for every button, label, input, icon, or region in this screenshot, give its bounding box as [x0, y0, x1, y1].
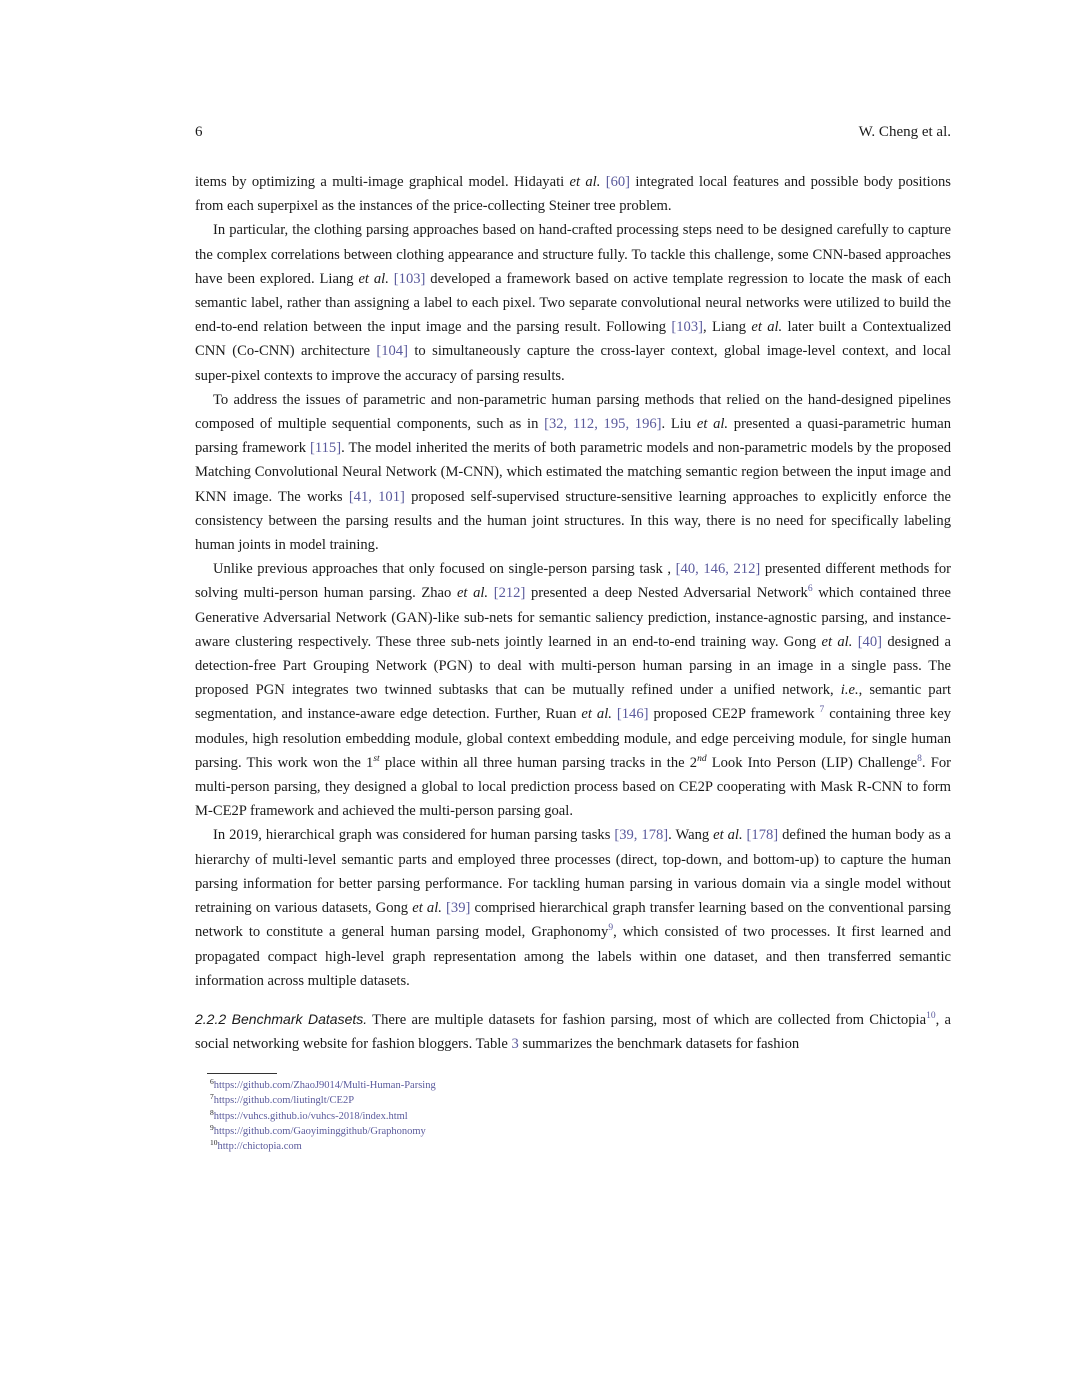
citation-link[interactable]: [146]	[616, 706, 649, 723]
footnote-marker[interactable]: 6	[807, 584, 813, 595]
footnote: $^9$https://github.com/Gaoyiminggithub/Graphonomy	[210, 1122, 426, 1137]
footnotes	[210, 1078, 810, 1154]
footnote-url[interactable]: https://github.com/Gaoyiminggithub/Graphonomy	[213, 1125, 426, 1137]
page-number: 6	[195, 124, 203, 140]
body-text	[195, 170, 951, 1056]
citation-link[interactable]: [40, 146, 212]	[675, 561, 761, 578]
citation-link[interactable]: [178]	[746, 827, 779, 844]
paragraph-5: In 2019, hierarchical graph was considered for human parsing tasks [39, 178]. Wang et al. [178] defined the human body as a hierarchy of multi-level semantic parts and employed three processes (direct, top-down, and bottom-up) to capture the human parsing information for better parsing performance. For tackling human parsing in various domain via a single model without retraining on various datasets, Gong et al. [39] comprised hierarchical graph transfer learning based on the conventional parsing network to constitute a general human parsing model, Graphonomy$^9$, which consisted of two processes. It first learned and propagated compact high-level graph representation among the labels within one dataset, and then transferred semantic information across multiple datasets.	[195, 827, 951, 989]
paragraph-2: In particular, the clothing parsing approaches based on hand-crafted processing steps need to be designed carefully to capture the complex correlations between clothing appearance and structure fully. To tackle this challenge, some CNN-based approaches have been explored. Liang et al. [103] developed a framework based on active template regression to locate the mask of each semantic label, rather than assigning a label to each pixel. Two separate convolutional neural networks were utilized to build the end-to-end relation between the input image and the parsing result. Following [103], Liang et al. later built a Contextualized CNN (Co-CNN) architecture [104] to simultaneously capture the cross-layer context, global image-level context, and local super-pixel contexts to improve the accuracy of parsing results.	[195, 222, 952, 384]
footnote-marker[interactable]: 9	[608, 923, 614, 934]
subsection-heading: 2.2.2 Benchmark Datasets.	[195, 1010, 368, 1027]
footnote-marker[interactable]: 10	[926, 1010, 936, 1021]
footnote-url[interactable]: https://github.com/liutinglt/CE2P	[213, 1095, 355, 1107]
citation-link[interactable]: [103]	[671, 319, 703, 336]
paragraph-3: To address the issues of parametric and non-parametric human parsing methods that relied on the hand-designed pipelines composed of multiple sequential components, such as in [32, 112, 195, 196]. Liu et al. presented a quasi-parametric human parsing framework [115]. The model inherited the merits of both parametric models and non-parametric models by the proposed Matching Convolutional Neural Network (M-CNN), which estimated the matching semantic region between the input image and KNN image. The works [41, 101] proposed self-supervised structure-sensitive learning approaches to explicitly enforce the consistency between the parsing results and the human joint structures. In this way, there is no need for specifically labeling human joints in model training.	[195, 391, 951, 554]
citation-link[interactable]: [40]	[857, 633, 883, 650]
footnote-rule	[207, 1073, 277, 1074]
footnote: $^7$https://github.com/liutinglt/CE2P	[210, 1092, 355, 1107]
citation-link[interactable]: [39, 178]	[614, 827, 669, 844]
footnote: $^8$https://vuhcs.github.io/vuhcs-2018/index.html	[210, 1107, 408, 1122]
citation-link[interactable]: [32, 112, 195, 196]	[544, 416, 662, 433]
footnote: $^6$https://github.com/ZhaoJ9014/Multi-Human-Parsing	[210, 1077, 436, 1091]
footnote: $^{10}$http://chictopia.com	[210, 1138, 302, 1153]
footnote-url[interactable]: https://vuhcs.github.io/vuhcs-2018/index.html	[213, 1110, 408, 1122]
citation-link[interactable]: [212]	[493, 585, 526, 602]
paragraph-4: Unlike previous approaches that only focused on single-person parsing task , [40, 146, 212] presented different methods for solving multi-person human parsing. Zhao et al. [212] presented a deep Nested Adversarial Network$^6$ which contained three Generative Adversarial Network (GAN)-like sub-nets for semantic saliency prediction, instance-agnostic parsing, and instance-aware clustering respectively. These three sub-nets jointly learned in an end-to-end training way. Gong et al. [40] designed a detection-free Part Grouping Network (PGN) to deal with multi-person human parsing in an image in a single pass. The proposed PGN integrates two twinned subtasks that can be mutually refined under a unified network, i.e., semantic part segmentation, and instance-aware edge detection. Further, Ruan et al. [146] proposed CE2P framework $^7$ containing three key modules, high resolution embedding module, global context embedding module, and edge perceiving module, for single human parsing. This work won the 1st place within all three human parsing tracks in the 2nd Look Into Person (LIP) Challenge$^8$. For multi-person parsing, they designed a global to local prediction process based on CE2P cooperating with Mask R-CNN to form M-CE2P framework and achieved the multi-person parsing goal.	[195, 561, 951, 820]
paragraph-1: items by optimizing a multi-image graphical model. Hidayati et al. [60] integrated local features and possible body positions from each superpixel as the instances of the price-collecting Steiner tree problem.	[195, 174, 951, 215]
table-reference-link[interactable]: 3	[511, 1036, 519, 1053]
footnote-marker[interactable]: 8	[917, 753, 922, 764]
paragraph-6: 2.2.2 Benchmark Datasets. There are multiple datasets for fashion parsing, most of which are collected from Chictopia$^{10}$, a social networking website for fashion bloggers. Table 3 summarizes the benchmark datasets for fashion	[195, 1010, 951, 1053]
citation-link[interactable]: [39]	[446, 900, 471, 917]
citation-link[interactable]: [104]	[376, 343, 408, 360]
footnote-url[interactable]: http://chictopia.com	[217, 1141, 302, 1153]
running-authors: W. Cheng et al.	[858, 124, 951, 140]
footnote-marker[interactable]: 7	[819, 705, 825, 716]
citation-link[interactable]: [103]	[393, 270, 426, 287]
footnote-url[interactable]: https://github.com/ZhaoJ9014/Multi-Human-Parsing	[213, 1080, 436, 1091]
citation-link[interactable]: [60]	[605, 174, 631, 190]
citation-link[interactable]: [115]	[310, 440, 342, 457]
citation-link[interactable]: [41, 101]	[348, 488, 405, 505]
